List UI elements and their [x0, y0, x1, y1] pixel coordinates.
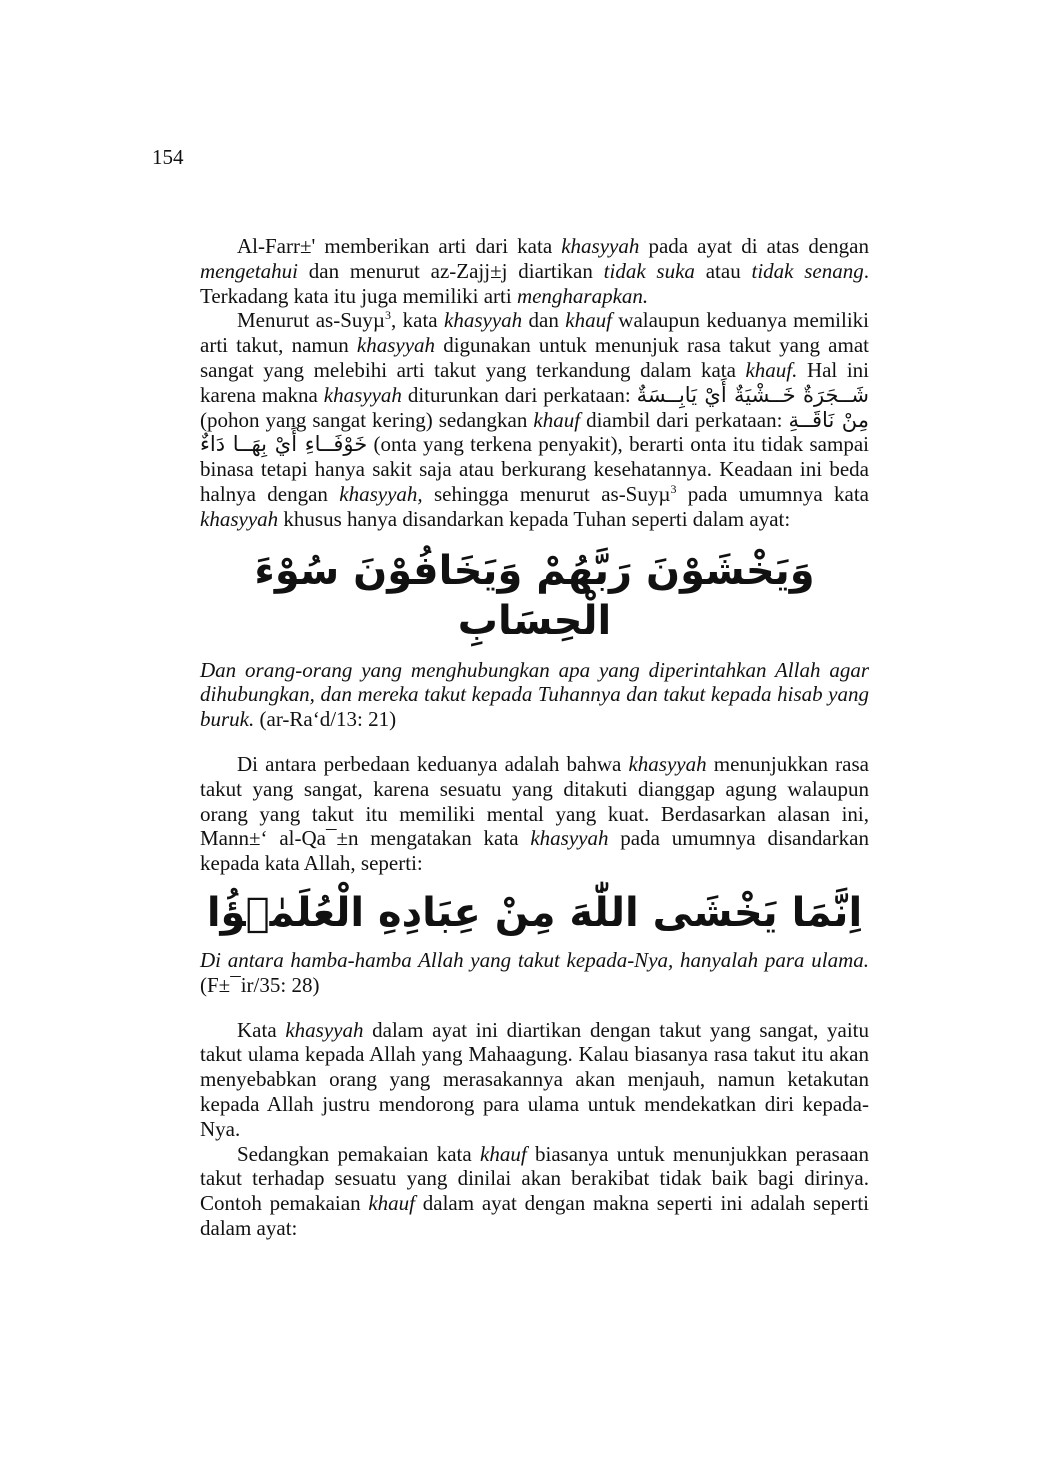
page-number: 154 [152, 145, 184, 169]
italic-term: khasyyah [356, 333, 436, 358]
arabic-phrase: مِنْ نَاقَــةِ خَوْفَــاءِ أَيْ بِهَــا دَاءٌ [200, 407, 869, 457]
italic-term: khauf [533, 407, 581, 432]
verse-reference: (ar-Ra‘d/13: 21) [254, 707, 397, 732]
verse-reference: (F±¯ir/35: 28) [200, 972, 320, 997]
italic-term: khauf [368, 1191, 415, 1216]
italic-term: khasyyah [285, 1017, 364, 1042]
italic-term: khasyyah [323, 382, 402, 407]
italic-term: khasyyah [628, 751, 707, 776]
text-run: biasanya untuk menunjukkan perasaan takut terhadap sesuatu yang dinilai akan berakibat tidak baik bagi dirinya. Contoh pemakaian [200, 1141, 869, 1216]
text-run: Di antara perbedaan keduanya adalah bahwa [237, 751, 629, 776]
text-run: menunjukkan rasa takut yang sangat, karena sesuatu yang ditakuti dianggap agung walaupun orang yang takut itu memiliki mental yang kuat. Berdasarkan alasan ini, Mann±‘ al-Qa¯±n mengatakan kata [200, 751, 869, 851]
text-run: pada ayat di atas dengan [639, 234, 869, 258]
paragraph-3 [200, 752, 869, 876]
italic-term: tidak senang [751, 258, 864, 283]
text-run: Menurut as-Suyµ [237, 308, 385, 333]
italic-term: khasyyah [444, 308, 523, 333]
text-run: khusus hanya disandarkan kepada Tuhan seperti dalam ayat: [278, 506, 791, 531]
italic-term: mengharapkan. [516, 283, 649, 308]
translation-text: Di antara hamba-hamba Allah yang takut kepada-Nya, hanyalah para ulama. [200, 947, 869, 972]
italic-term: tidak suka [603, 258, 695, 283]
paragraph-4 [200, 1018, 869, 1142]
italic-term: khasyyah [561, 234, 640, 258]
italic-term: mengetahui [200, 258, 298, 283]
text-run: atau [694, 258, 752, 283]
text-run: sehingga menurut as-Suyµ [422, 481, 671, 506]
text-run: Al-Farr±' memberikan arti dari kata [237, 234, 562, 258]
paragraph-5 [200, 1142, 869, 1241]
quran-verse: اِنَّمَا يَخْشَى اللّٰهَ مِنْ عِبَادِهِ الْعُلَمٰۤؤُا [206, 889, 863, 936]
text-run: walaupun keduanya memiliki arti takut, namun [200, 308, 870, 358]
italic-term: khasyyah, [339, 481, 423, 506]
text-run: diambil dari perkataan: [580, 407, 789, 432]
text-run: dan menurut az-Zajj±j diartikan [297, 258, 604, 283]
verse-translation [200, 948, 869, 998]
text-run: , kata [390, 308, 444, 333]
page-body [200, 234, 869, 1241]
text-run: dalam ayat dengan makna seperti ini adalah seperti dalam ayat: [200, 1191, 869, 1240]
quran-verse: وَيَخْشَوْنَ رَبَّهُمْ وَيَخَافُوْنَ سُوْءَ الْحِسَابِ [254, 547, 815, 644]
arabic-phrase: شَــجَرَةٌ خَــشْيَةٌ أَيْ يَابِــسَةٌ [636, 382, 870, 407]
text-run: dalam ayat ini diartikan dengan takut yang sangat, yaitu takut ulama kepada Allah yang Mahaagung. Kalau biasanya rasa takut itu akan menyebabkan orang yang merasakannya akan menjauh, namun ketakutan kepada Allah justru mendorong para ulama untuk mendekatkan diri kepada-Nya. [200, 1017, 869, 1141]
italic-term: khasyyah [200, 506, 279, 531]
superscript: 3 [384, 308, 391, 323]
italic-term: khauf. [745, 357, 798, 382]
superscript: 3 [670, 481, 677, 496]
italic-term: khauf [565, 308, 612, 333]
paragraph-2 [200, 308, 869, 531]
text-run: pada umumnya disandarkan kepada kata Allah, seperti: [200, 826, 870, 876]
text-run: Hal ini karena makna [200, 357, 869, 407]
text-run: dan [522, 308, 566, 333]
text-run: (pohon yang sangat kering) sedangkan [200, 407, 534, 432]
translation-text: Dan orang-orang yang menghubungkan apa yang diperintahkan Allah agar dihubungkan, dan mereka takut kepada Tuhannya dan takut kepada hisab yang buruk. [200, 657, 869, 732]
paragraph-1 [200, 234, 869, 308]
text-run: (onta yang terkena penyakit), berarti onta itu tidak sampai binasa tetapi hanya sakit saja atau berkurang kesehatannya. Keadaan ini beda halnya dengan [200, 432, 869, 506]
text-run: digunakan untuk menunjuk rasa takut yang amat sangat yang melebihi arti takut yang terkandung dalam kata [200, 333, 869, 382]
text-run: pada umumnya kata [676, 481, 870, 506]
text-run: diturunkan dari perkataan: [401, 382, 637, 407]
italic-term: khauf [480, 1141, 527, 1166]
text-run: . Terkadang kata itu juga memiliki arti [200, 258, 870, 308]
text-run: Kata [237, 1017, 286, 1042]
text-run: Sedangkan pemakaian kata [237, 1141, 481, 1166]
italic-term: khasyyah [530, 826, 609, 851]
verse-translation [200, 658, 869, 732]
